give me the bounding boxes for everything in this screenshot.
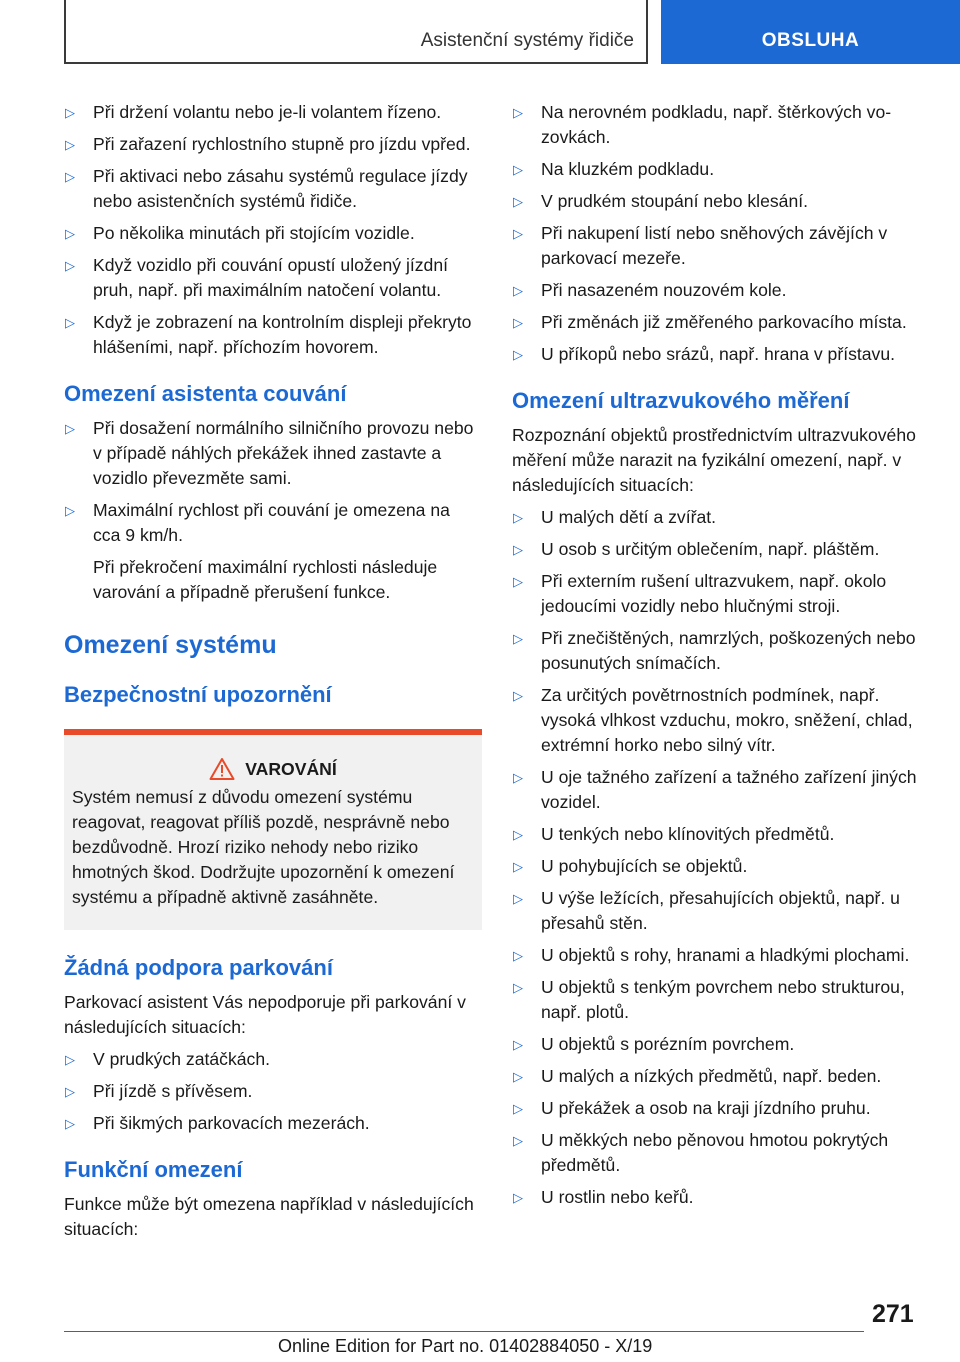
bullet-list xyxy=(64,100,482,360)
list-item: ▷ U pohybujících se objektů. xyxy=(512,854,926,879)
section-heading: Žádná podpora parkování xyxy=(64,955,333,980)
bullet-triangle-icon: ▷ xyxy=(513,1190,523,1205)
list-item: ▷ Při nakupení listí nebo sněhových závějích v parkovací mezeře. xyxy=(513,223,888,268)
bullet-triangle-icon: ▷ xyxy=(513,226,523,241)
bullet-triangle-icon: ▷ xyxy=(513,859,523,874)
list-item: ▷ Na nerovném podkladu, např. štěrkových vozovkách. xyxy=(513,102,892,147)
list-item: ▷ Při šikmých parkovacích mezerách. xyxy=(64,1111,482,1136)
paragraph: Rozpoznání objektů prostřednictvím ultrazvukového měření může narazit na fyzikální omezení, např. v následujících situacích: xyxy=(512,425,916,495)
bullet-triangle-icon: ▷ xyxy=(513,162,523,177)
list-item: ▷ U oje tažného zařízení a tažného zařízení jiných vozidel. xyxy=(513,767,917,812)
header-title: Asistenční systémy řidiče xyxy=(420,30,634,51)
bullet-triangle-icon: ▷ xyxy=(65,137,75,152)
list-item: ▷ U rostlin nebo keřů. xyxy=(512,1185,926,1210)
bullet-triangle-icon: ▷ xyxy=(513,1069,523,1084)
list-item: ▷ U malých a nízkých předmětů, např. beden. xyxy=(512,1064,926,1089)
bullet-list xyxy=(512,100,926,367)
list-item: ▷ Na kluzkém podkladu. xyxy=(512,157,926,182)
list-item: ▷ U malých dětí a zvířat. xyxy=(512,505,926,530)
warning-title: VAROVÁNÍ xyxy=(245,758,337,779)
list-item: ▷ Při dosažení normálního silničního provozu nebo v případě náhlých překážek ihned zastavte a vozidlo převezměte sami. xyxy=(65,418,474,488)
bullet-triangle-icon: ▷ xyxy=(65,105,75,120)
list-item: ▷ U překážek a osob na kraji jízdního pruhu. xyxy=(512,1096,926,1121)
footer-divider xyxy=(64,1331,864,1332)
bullet-list xyxy=(64,1047,482,1136)
bullet-triangle-icon: ▷ xyxy=(513,347,523,362)
footer-edition: Online Edition for Part no. 01402884050 - X/19 xyxy=(278,1336,653,1356)
bullet-triangle-icon: ▷ xyxy=(65,315,75,330)
bullet-triangle-icon: ▷ xyxy=(513,1037,523,1052)
header-section-label: OBSLUHA xyxy=(761,30,860,51)
list-item: ▷ U objektů s rohy, hranami a hladkými plochami. xyxy=(512,943,926,968)
bullet-triangle-icon: ▷ xyxy=(513,194,523,209)
list-item: ▷ Když vozidlo při couvání opustí uložený jízdní pruh, např. při maximálním natočení volantu. xyxy=(65,255,449,300)
bullet-triangle-icon: ▷ xyxy=(513,688,523,703)
list-item: ▷ U měkkých nebo pěnovou hmotou pokrytých předmětů. xyxy=(513,1130,889,1175)
list-item: ▷ U osob s určitým oblečením, např. pláštěm. xyxy=(512,537,926,562)
chapter-heading: Omezení systému xyxy=(64,631,277,659)
bullet-triangle-icon: ▷ xyxy=(65,503,75,518)
bullet-triangle-icon: ▷ xyxy=(513,948,523,963)
list-item: ▷ U tenkých nebo klínovitých předmětů. xyxy=(512,822,926,847)
list-item: ▷ Při držení volantu nebo je-li volantem řízeno. xyxy=(64,100,482,125)
bullet-triangle-icon: ▷ xyxy=(513,1101,523,1116)
bullet-triangle-icon: ▷ xyxy=(513,891,523,906)
list-item: ▷ V prudkých zatáčkách. xyxy=(64,1047,482,1072)
list-item: ▷ U příkopů nebo srázů, např. hrana v přístavu. xyxy=(512,342,926,367)
right-column xyxy=(512,100,926,1217)
list-item: ▷ Když je zobrazení na kontrolním displeji překryto hlášeními, např. příchozím hovorem. xyxy=(65,312,472,357)
header-section-tab xyxy=(661,0,960,64)
section-heading: Bezpečnostní upozornění xyxy=(64,682,332,707)
bullet-triangle-icon: ▷ xyxy=(65,421,75,436)
bullet-triangle-icon: ▷ xyxy=(513,631,523,646)
bullet-triangle-icon: ▷ xyxy=(513,1133,523,1148)
bullet-triangle-icon: ▷ xyxy=(65,1116,75,1131)
section-heading: Omezení ultrazvukového měření xyxy=(512,388,850,413)
list-item: ▷ Při jízdě s přívěsem. xyxy=(64,1079,482,1104)
bullet-triangle-icon: ▷ xyxy=(65,258,75,273)
bullet-triangle-icon: ▷ xyxy=(513,283,523,298)
list-subparagraph: Při překročení maximální rychlosti následuje varování a případně přerušení funkce. xyxy=(93,557,438,602)
list-item: ▷ Při aktivaci nebo zásahu systémů regulace jízdy nebo asistenčních systémů řidiče. xyxy=(65,166,468,211)
list-item: ▷ Při znečištěných, namrzlých, poškozených nebo posunutých snímačích. xyxy=(513,628,916,673)
bullet-triangle-icon: ▷ xyxy=(513,770,523,785)
bullet-list xyxy=(64,416,482,548)
list-item: ▷ U objektů s porézním povrchem. xyxy=(512,1032,926,1057)
list-item: ▷ Maximální rychlost při couvání je omezena na cca 9 km/h. xyxy=(65,500,450,545)
bullet-list xyxy=(512,505,926,1210)
list-item: ▷ Po několika minutách při stojícím vozidle. xyxy=(64,221,482,246)
bullet-triangle-icon: ▷ xyxy=(513,105,523,120)
paragraph: Funkce může být omezena například v následujících situacích: xyxy=(64,1194,474,1239)
bullet-triangle-icon: ▷ xyxy=(65,1084,75,1099)
list-item: ▷ Při změnách již změřeného parkovacího místa. xyxy=(512,310,926,335)
section-heading: Funkční omezení xyxy=(64,1157,243,1182)
section-heading: Omezení asistenta couvání xyxy=(64,381,347,406)
bullet-triangle-icon: ▷ xyxy=(513,510,523,525)
paragraph: Parkovací asistent Vás nepodporuje při parkování v následujících situacích: xyxy=(64,992,466,1037)
warning-box xyxy=(64,729,482,930)
bullet-triangle-icon: ▷ xyxy=(65,169,75,184)
page-number: 271 xyxy=(872,1300,914,1328)
bullet-triangle-icon: ▷ xyxy=(65,226,75,241)
warning-header xyxy=(72,757,474,781)
bullet-triangle-icon: ▷ xyxy=(513,542,523,557)
header-title-box xyxy=(64,0,648,64)
list-item: ▷ U objektů s tenkým povrchem nebo strukturou, např. plotů. xyxy=(513,977,905,1022)
warning-triangle-icon xyxy=(209,757,235,781)
list-item: ▷ Při externím rušení ultrazvukem, např. okolo jedoucími vozidly nebo hlučnými stroji. xyxy=(513,571,887,616)
bullet-triangle-icon: ▷ xyxy=(513,980,523,995)
left-column xyxy=(64,100,482,1249)
warning-text: Systém nemusí z důvodu omezení systému reagovat, reagovat příliš pozdě, nesprávně nebo bezdůvodně. Hrozí riziko nehody nebo riziko hmotných škod. Dodržujte upozornění k omezení systému a případně aktivně zasáhněte. xyxy=(72,787,455,907)
bullet-triangle-icon: ▷ xyxy=(65,1052,75,1067)
bullet-triangle-icon: ▷ xyxy=(513,574,523,589)
list-item: ▷ Za určitých povětrnostních podmínek, např. vysoká vlhkost vzduchu, mokro, sněžení, chlad, extrémní horko nebo silný vítr. xyxy=(513,685,913,755)
list-item: ▷ Při nasazeném nouzovém kole. xyxy=(512,278,926,303)
list-item: ▷ V prudkém stoupání nebo klesání. xyxy=(512,189,926,214)
list-item: ▷ U výše ležících, přesahujících objektů, např. u přesahů stěn. xyxy=(513,888,900,933)
bullet-triangle-icon: ▷ xyxy=(513,827,523,842)
list-item: ▷ Při zařazení rychlostního stupně pro jízdu vpřed. xyxy=(64,132,482,157)
bullet-triangle-icon: ▷ xyxy=(513,315,523,330)
